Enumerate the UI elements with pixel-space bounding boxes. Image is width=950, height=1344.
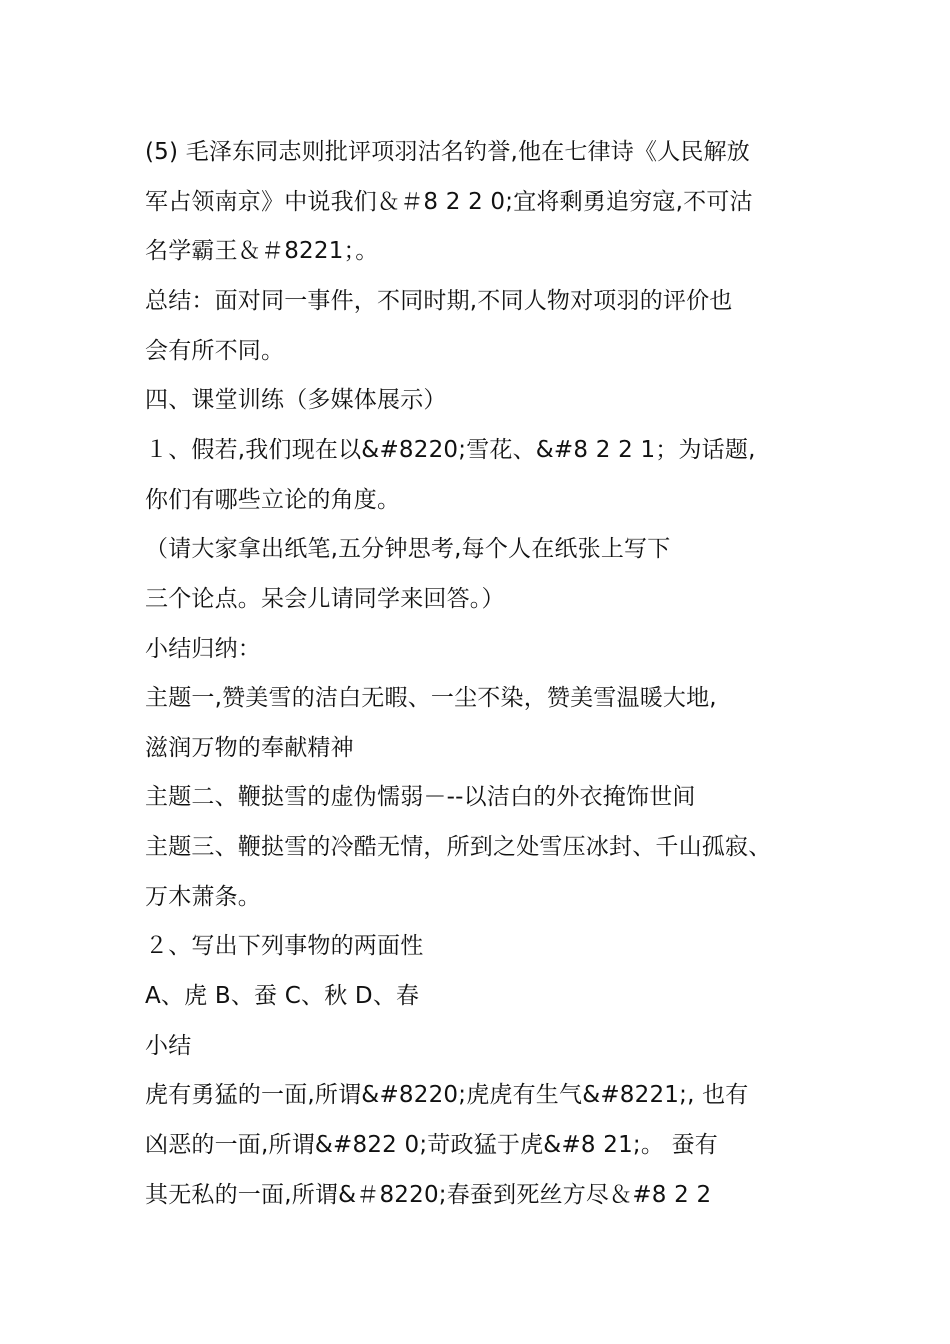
text-line: 滋润万物的奉献精神 xyxy=(145,735,354,761)
text-line: 万木萧条。 xyxy=(145,884,261,910)
text-line: 主题一,赞美雪的洁白无暇、一尘不染，赞美雪温暖大地, xyxy=(145,685,717,711)
text-line: １、假若,我们现在以&#8220;雪花、&#8 2 2 1；为话题, xyxy=(145,437,756,463)
text-line: 小结归纳： xyxy=(145,636,261,662)
text-line: 主题二、鞭挞雪的虚伪懦弱－--以洁白的外衣掩饰世间 xyxy=(145,784,696,810)
text-line: 军占领南京》中说我们＆＃8 2 2 0;宜将剩勇追穷寇,不可沽 xyxy=(145,189,753,215)
text-line: 会有所不同。 xyxy=(145,338,285,364)
text-line: 凶恶的一面,所谓&#822 0;苛政猛于虎&#8 21;。 蚕有 xyxy=(145,1132,718,1158)
text-line: ２、写出下列事物的两面性 xyxy=(145,933,424,959)
text-line: （请大家拿出纸笔,五分钟思考,每个人在纸张上写下 xyxy=(145,536,671,562)
section-heading: 四、课堂训练（多媒体展示） xyxy=(145,387,447,413)
text-line: 你们有哪些立论的角度。 xyxy=(145,487,401,513)
text-line: 其无私的一面,所谓&＃8220;春蚕到死丝方尽＆#8 2 2 xyxy=(145,1182,712,1208)
text-line: A、虎 B、蚕 C、秋 D、春 xyxy=(145,983,420,1009)
text-line: 虎有勇猛的一面,所谓&#8220;虎虎有生气&#8221;, 也有 xyxy=(145,1082,749,1108)
text-line: 小结 xyxy=(145,1033,192,1059)
text-line: 总结：面对同一事件，不同时期,不同人物对项羽的评价也 xyxy=(145,288,733,314)
text-line: (5) 毛泽东同志则批评项羽沽名钓誉,他在七律诗《人民解放 xyxy=(145,139,751,165)
text-line: 名学霸王＆＃8221；。 xyxy=(145,238,379,264)
text-line: 三个论点。呆会儿请同学来回答。） xyxy=(145,586,505,612)
text-line: 主题三、鞭挞雪的冷酷无情，所到之处雪压冰封、千山孤寂、 xyxy=(145,834,772,860)
